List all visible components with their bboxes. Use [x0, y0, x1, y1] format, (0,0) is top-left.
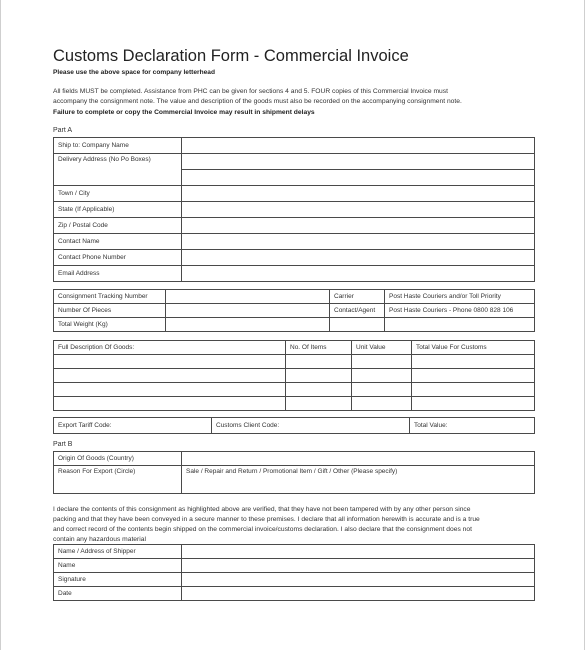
state-field[interactable]: [182, 202, 535, 218]
delivery-address-label: Delivery Address (No Po Boxes): [54, 154, 182, 186]
tariff-table: [53, 417, 535, 434]
shipper-name-field[interactable]: [182, 559, 535, 573]
ship-to-label: Ship to: Company Name: [54, 138, 182, 154]
town-city-field[interactable]: [182, 186, 535, 202]
goods-description-header: Full Description Of Goods:: [54, 341, 286, 355]
goods-description-cell[interactable]: [54, 355, 286, 369]
declaration-line-1: I declare the contents of this consignment as highlighted above are verified, that they have not been tampered with by any other person since: [53, 506, 471, 513]
recipient-table: [53, 137, 535, 282]
goods-unit-value-cell[interactable]: [352, 355, 412, 369]
part-a-heading: Part A: [53, 127, 73, 134]
intro-line-2: accompany the consignment note. The value and description of the goods must also be recorded on the accompanying consignment note.: [53, 98, 462, 105]
shipper-name-label: Name: [54, 559, 182, 573]
goods-description-cell[interactable]: [54, 383, 286, 397]
contact-phone-field[interactable]: [182, 250, 535, 266]
part-b-heading: Part B: [53, 441, 73, 448]
state-label: State (If Applicable): [54, 202, 182, 218]
reason-label: Reason For Export (Circle): [54, 466, 182, 494]
tracking-number-field[interactable]: [166, 290, 330, 304]
declaration-line-2: packing and that they have been conveyed in a secure manner to these premises. I declare that all information herewith is accurate and is a true: [53, 516, 480, 523]
delay-warning: Failure to complete or copy the Commercial Invoice may result in shipment delays: [53, 109, 315, 116]
goods-items-cell[interactable]: [286, 369, 352, 383]
goods-items-cell[interactable]: [286, 383, 352, 397]
tracking-number-label: Consignment Tracking Number: [54, 290, 166, 304]
carrier-label: Carrier: [330, 290, 385, 304]
total-value-field[interactable]: Total Value:: [410, 418, 535, 434]
carrier-value: Post Haste Couriers and/or Toll Priority: [385, 290, 535, 304]
page-title: Customs Declaration Form - Commercial Invoice: [53, 47, 409, 65]
contact-agent-label: Contact/Agent: [330, 304, 385, 318]
zip-field[interactable]: [182, 218, 535, 234]
pieces-field[interactable]: [166, 304, 330, 318]
date-field[interactable]: [182, 587, 535, 601]
email-label: Email Address: [54, 266, 182, 282]
goods-total-value-cell[interactable]: [412, 397, 535, 411]
reason-options[interactable]: Sale / Repair and Return / Promotional Item / Gift / Other (Please specify): [182, 466, 535, 494]
origin-label: Origin Of Goods (Country): [54, 452, 182, 466]
part-b-table: [53, 451, 535, 494]
goods-unit-value-cell[interactable]: [352, 397, 412, 411]
zip-label: Zip / Postal Code: [54, 218, 182, 234]
goods-unit-value-cell[interactable]: [352, 383, 412, 397]
town-city-label: Town / City: [54, 186, 182, 202]
intro-line-1: All fields MUST be completed. Assistance from PHC can be given for sections 4 and 5. FOUR copies of this Commercial Invoice must: [53, 88, 448, 95]
export-tariff-field[interactable]: Export Tariff Code:: [54, 418, 212, 434]
contact-agent-value: Post Haste Couriers - Phone 0800 828 106: [385, 304, 535, 318]
goods-unit-value-header: Unit Value: [352, 341, 412, 355]
goods-total-value-cell[interactable]: [412, 355, 535, 369]
goods-items-header: No. Of Items: [286, 341, 352, 355]
declaration-line-4: contain any hazardous material: [53, 536, 146, 543]
weight-field[interactable]: [166, 318, 330, 332]
contact-phone-label: Contact Phone Number: [54, 250, 182, 266]
weight-label: Total Weight (Kg): [54, 318, 166, 332]
origin-field[interactable]: [182, 452, 535, 466]
goods-total-value-cell[interactable]: [412, 369, 535, 383]
ship-to-field[interactable]: [182, 138, 535, 154]
consignment-blank-2[interactable]: [385, 318, 535, 332]
pieces-label: Number Of Pieces: [54, 304, 166, 318]
delivery-address-field-2[interactable]: [182, 170, 535, 186]
consignment-table: [53, 289, 535, 332]
goods-total-value-cell[interactable]: [412, 383, 535, 397]
shipper-name-address-field[interactable]: [182, 545, 535, 559]
goods-table: [53, 340, 535, 411]
signature-field[interactable]: [182, 573, 535, 587]
shipper-table: [53, 544, 535, 601]
goods-items-cell[interactable]: [286, 397, 352, 411]
contact-name-label: Contact Name: [54, 234, 182, 250]
goods-description-cell[interactable]: [54, 369, 286, 383]
goods-description-cell[interactable]: [54, 397, 286, 411]
letterhead-note: Please use the above space for company letterhead: [53, 69, 215, 76]
goods-items-cell[interactable]: [286, 355, 352, 369]
goods-total-value-header: Total Value For Customs: [412, 341, 535, 355]
consignment-blank-1[interactable]: [330, 318, 385, 332]
date-label: Date: [54, 587, 182, 601]
signature-label: Signature: [54, 573, 182, 587]
declaration-line-3: and correct record of the contents begin shipped on the commercial invoice/customs declaration. I also declare that the consignment does not: [53, 526, 472, 533]
goods-unit-value-cell[interactable]: [352, 369, 412, 383]
shipper-name-address-label: Name / Address of Shipper: [54, 545, 182, 559]
contact-name-field[interactable]: [182, 234, 535, 250]
email-field[interactable]: [182, 266, 535, 282]
customs-client-field[interactable]: Customs Client Code:: [212, 418, 410, 434]
delivery-address-field-1[interactable]: [182, 154, 535, 170]
